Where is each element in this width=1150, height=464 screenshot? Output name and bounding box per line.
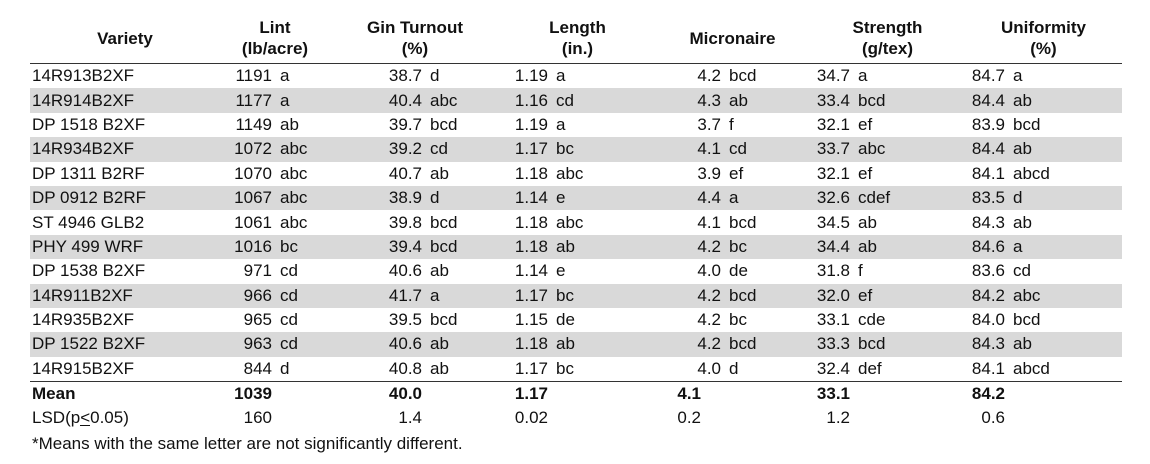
uniformity-cell xyxy=(965,113,1122,137)
uniformity-cell xyxy=(965,162,1122,186)
strength-significance-letters: f xyxy=(858,261,863,281)
mean-uniformity: 84.2 xyxy=(971,384,1005,404)
variety-cell: PHY 499 WRF xyxy=(30,235,220,259)
length-value: 1.15 xyxy=(514,310,548,330)
mean-label: Mean xyxy=(32,384,76,404)
micronaire-value: 4.1 xyxy=(697,139,721,159)
lint-significance-letters: a xyxy=(280,90,290,110)
strength-significance-letters: ef xyxy=(858,285,873,305)
gin-turnout-cell xyxy=(330,308,500,332)
strength-significance-letters: cdef xyxy=(858,188,891,208)
uniformity-cell xyxy=(965,186,1122,210)
uniformity-significance-letters: ab xyxy=(1013,334,1032,354)
micronaire-significance-letters: ab xyxy=(729,90,748,110)
table-row xyxy=(30,88,1122,112)
micronaire-significance-letters: cd xyxy=(729,139,747,159)
micronaire-significance-letters: f xyxy=(729,114,734,134)
length-value: 1.14 xyxy=(514,261,548,281)
header-length: Length (in.) xyxy=(549,18,606,58)
gin-turnout-value: 39.4 xyxy=(388,236,422,256)
uniformity-significance-letters: abcd xyxy=(1013,358,1050,378)
uniformity-significance-letters: ab xyxy=(1013,90,1032,110)
gin-turnout-cell xyxy=(330,88,500,112)
header-variety: Variety xyxy=(97,28,153,48)
micronaire-cell xyxy=(655,113,810,137)
strength-cell xyxy=(810,162,965,186)
micronaire-significance-letters: bcd xyxy=(729,334,757,354)
uniformity-value: 84.1 xyxy=(971,163,1005,183)
mean-strength: 33.1 xyxy=(816,384,850,404)
header-gin-turnout: Gin Turnout (%) xyxy=(367,18,463,58)
length-value: 1.18 xyxy=(514,163,548,183)
variety-cell: 14R911B2XF xyxy=(30,284,220,308)
uniformity-value: 84.4 xyxy=(971,90,1005,110)
strength-significance-letters: cde xyxy=(858,310,886,330)
micronaire-cell xyxy=(655,332,810,356)
gin-turnout-significance-letters: bcd xyxy=(430,114,458,134)
uniformity-value: 84.0 xyxy=(971,310,1005,330)
lint-significance-letters: cd xyxy=(280,261,298,281)
table-row xyxy=(30,332,1122,356)
gin-turnout-value: 39.7 xyxy=(388,114,422,134)
uniformity-cell xyxy=(965,259,1122,283)
strength-value: 33.1 xyxy=(816,310,850,330)
lint-value: 1149 xyxy=(235,114,272,134)
gin-turnout-value: 38.9 xyxy=(388,188,422,208)
length-cell xyxy=(500,162,655,186)
lint-cell xyxy=(220,210,330,234)
table-row xyxy=(30,357,1122,382)
lint-significance-letters: cd xyxy=(280,285,298,305)
length-significance-letters: cd xyxy=(556,90,574,110)
mean-gin-turnout: 40.0 xyxy=(388,384,422,404)
lint-value: 1070 xyxy=(234,163,272,183)
micronaire-significance-letters: bc xyxy=(729,236,747,256)
length-significance-letters: bc xyxy=(556,358,574,378)
table-row xyxy=(30,186,1122,210)
gin-turnout-cell xyxy=(330,235,500,259)
strength-significance-letters: ab xyxy=(858,236,877,256)
uniformity-value: 84.2 xyxy=(971,285,1005,305)
lint-significance-letters: d xyxy=(280,358,290,378)
lint-cell xyxy=(220,357,330,382)
lsd-row xyxy=(30,406,1122,430)
gin-turnout-value: 40.4 xyxy=(388,90,422,110)
micronaire-value: 3.9 xyxy=(697,163,721,183)
micronaire-cell xyxy=(655,210,810,234)
lint-significance-letters: a xyxy=(280,66,290,86)
strength-value: 34.7 xyxy=(816,66,850,86)
length-significance-letters: abc xyxy=(556,163,584,183)
micronaire-cell xyxy=(655,259,810,283)
micronaire-cell xyxy=(655,235,810,259)
variety-cell: 14R935B2XF xyxy=(32,310,135,330)
gin-turnout-significance-letters: abc xyxy=(430,90,458,110)
length-value: 1.19 xyxy=(514,66,548,86)
uniformity-cell xyxy=(965,210,1122,234)
header-lint: Lint (lb/acre) xyxy=(241,18,309,58)
uniformity-significance-letters: a xyxy=(1013,236,1023,256)
lint-significance-letters: abc xyxy=(280,163,308,183)
gin-turnout-value: 39.2 xyxy=(388,139,422,159)
micronaire-cell xyxy=(655,64,810,89)
gin-turnout-significance-letters: ab xyxy=(430,334,449,354)
table-row xyxy=(30,64,1122,89)
micronaire-value: 4.4 xyxy=(697,188,721,208)
gin-turnout-value: 40.8 xyxy=(388,358,422,378)
gin-turnout-value: 41.7 xyxy=(388,285,422,305)
strength-cell xyxy=(810,210,965,234)
gin-turnout-cell xyxy=(330,284,500,308)
lint-value: 971 xyxy=(243,261,272,281)
micronaire-value: 3.7 xyxy=(697,114,721,134)
length-significance-letters: a xyxy=(556,114,566,134)
gin-turnout-value: 40.6 xyxy=(388,261,422,281)
gin-turnout-significance-letters: ab xyxy=(430,261,449,281)
table-row xyxy=(30,113,1122,137)
variety-cell: 14R913B2XF xyxy=(32,66,135,86)
gin-turnout-cell xyxy=(330,332,500,356)
uniformity-cell xyxy=(965,357,1122,382)
variety-cell: DP 1311 B2RF xyxy=(32,163,145,183)
length-cell xyxy=(500,186,655,210)
gin-turnout-value: 40.6 xyxy=(388,334,422,354)
variety-cell: ST 4946 GLB2 xyxy=(32,212,145,232)
length-cell xyxy=(500,259,655,283)
uniformity-significance-letters: bcd xyxy=(1013,310,1041,330)
variety-cell: DP 1518 B2XF xyxy=(32,114,146,134)
lsd-gin-turnout: 1.4 xyxy=(398,408,422,428)
lint-cell xyxy=(220,186,330,210)
strength-significance-letters: bcd xyxy=(858,90,886,110)
lint-value: 965 xyxy=(243,310,272,330)
uniformity-value: 84.3 xyxy=(971,334,1005,354)
length-cell xyxy=(500,235,655,259)
strength-significance-letters: a xyxy=(858,66,868,86)
strength-cell xyxy=(810,137,965,161)
length-significance-letters: e xyxy=(556,261,566,281)
uniformity-cell xyxy=(965,88,1122,112)
uniformity-significance-letters: d xyxy=(1013,188,1023,208)
lint-cell xyxy=(220,113,330,137)
table-row xyxy=(30,308,1122,332)
uniformity-value: 84.3 xyxy=(971,212,1005,232)
strength-value: 31.8 xyxy=(816,261,850,281)
uniformity-significance-letters: abc xyxy=(1013,285,1041,305)
table-summary xyxy=(30,382,1122,431)
uniformity-value: 83.6 xyxy=(971,261,1005,281)
strength-value: 33.3 xyxy=(816,334,850,354)
length-cell xyxy=(500,88,655,112)
micronaire-value: 4.2 xyxy=(697,66,721,86)
lint-cell xyxy=(220,88,330,112)
strength-cell xyxy=(810,332,965,356)
length-cell xyxy=(500,113,655,137)
length-significance-letters: bc xyxy=(556,285,574,305)
length-cell xyxy=(500,332,655,356)
gin-turnout-value: 39.5 xyxy=(388,310,422,330)
lint-cell xyxy=(220,308,330,332)
lint-significance-letters: abc xyxy=(280,139,308,159)
gin-turnout-cell xyxy=(330,137,500,161)
strength-cell xyxy=(810,113,965,137)
table-row xyxy=(30,137,1122,161)
gin-turnout-significance-letters: ab xyxy=(430,358,449,378)
table-row xyxy=(30,235,1122,259)
gin-turnout-value: 38.7 xyxy=(388,66,422,86)
length-value: 1.18 xyxy=(514,212,548,232)
lint-value: 1067 xyxy=(234,188,272,208)
variety-cell: 14R915B2XF xyxy=(32,358,135,378)
lint-significance-letters: abc xyxy=(280,212,308,232)
length-significance-letters: de xyxy=(556,310,575,330)
strength-value: 32.1 xyxy=(816,163,850,183)
lint-significance-letters: ab xyxy=(280,114,299,134)
lint-significance-letters: cd xyxy=(280,334,298,354)
strength-cell xyxy=(810,235,965,259)
gin-turnout-significance-letters: d xyxy=(430,66,440,86)
strength-cell xyxy=(810,308,965,332)
uniformity-cell xyxy=(965,308,1122,332)
micronaire-significance-letters: bcd xyxy=(729,66,757,86)
uniformity-significance-letters: abcd xyxy=(1013,163,1050,183)
lint-cell xyxy=(220,259,330,283)
length-value: 1.18 xyxy=(514,236,548,256)
lint-cell xyxy=(220,137,330,161)
micronaire-value: 4.2 xyxy=(697,310,721,330)
micronaire-cell xyxy=(655,162,810,186)
lsd-micronaire: 0.2 xyxy=(677,408,701,428)
lint-cell xyxy=(220,235,330,259)
uniformity-significance-letters: a xyxy=(1013,66,1023,86)
variety-trial-table-document xyxy=(30,14,1122,454)
strength-value: 32.4 xyxy=(816,358,850,378)
uniformity-cell xyxy=(965,137,1122,161)
variety-cell: 14R914B2XF xyxy=(30,88,220,112)
micronaire-value: 4.2 xyxy=(697,285,721,305)
gin-turnout-cell xyxy=(330,64,500,89)
micronaire-cell xyxy=(655,186,810,210)
micronaire-value: 4.3 xyxy=(697,90,721,110)
strength-cell xyxy=(810,284,965,308)
strength-significance-letters: ef xyxy=(858,114,873,134)
variety-trial-table xyxy=(30,14,1122,430)
micronaire-significance-letters: bcd xyxy=(729,212,757,232)
length-significance-letters: bc xyxy=(556,139,574,159)
micronaire-significance-letters: bcd xyxy=(729,285,757,305)
gin-turnout-significance-letters: d xyxy=(430,188,440,208)
micronaire-significance-letters: de xyxy=(729,261,748,281)
length-cell xyxy=(500,308,655,332)
strength-value: 34.5 xyxy=(816,212,850,232)
gin-turnout-significance-letters: bcd xyxy=(430,310,458,330)
lsd-length: 0.02 xyxy=(514,408,548,428)
header-micronaire: Micronaire xyxy=(689,28,776,48)
strength-cell xyxy=(810,357,965,382)
lsd-uniformity: 0.6 xyxy=(981,408,1005,428)
lint-value: 1191 xyxy=(235,66,272,86)
lint-value: 1072 xyxy=(234,139,272,159)
uniformity-cell xyxy=(965,332,1122,356)
uniformity-significance-letters: bcd xyxy=(1013,114,1041,134)
strength-value: 32.6 xyxy=(816,188,850,208)
lint-value: 844 xyxy=(243,358,272,378)
length-value: 1.17 xyxy=(514,139,548,159)
micronaire-value: 4.2 xyxy=(697,236,721,256)
length-cell xyxy=(500,210,655,234)
lint-significance-letters: cd xyxy=(280,310,298,330)
gin-turnout-significance-letters: cd xyxy=(430,139,448,159)
micronaire-significance-letters: a xyxy=(729,188,739,208)
uniformity-value: 84.1 xyxy=(971,358,1005,378)
micronaire-significance-letters: bc xyxy=(729,310,747,330)
micronaire-value: 4.1 xyxy=(697,212,721,232)
mean-length: 1.17 xyxy=(514,384,548,404)
micronaire-significance-letters: ef xyxy=(729,163,744,183)
micronaire-significance-letters: d xyxy=(729,358,739,378)
variety-cell: 14R934B2XF xyxy=(30,137,220,161)
variety-cell: DP 1538 B2XF xyxy=(32,261,146,281)
lint-cell xyxy=(220,284,330,308)
uniformity-significance-letters: ab xyxy=(1013,139,1032,159)
uniformity-value: 84.6 xyxy=(971,236,1005,256)
strength-cell xyxy=(810,186,965,210)
strength-value: 33.7 xyxy=(816,139,850,159)
strength-significance-letters: ab xyxy=(858,212,877,232)
gin-turnout-cell xyxy=(330,210,500,234)
length-value: 1.18 xyxy=(514,334,548,354)
micronaire-value: 4.0 xyxy=(697,261,721,281)
variety-cell: DP 1522 B2XF xyxy=(30,332,220,356)
micronaire-cell xyxy=(655,308,810,332)
strength-cell xyxy=(810,259,965,283)
length-cell xyxy=(500,64,655,89)
strength-cell xyxy=(810,88,965,112)
length-cell xyxy=(500,357,655,382)
variety-cell: DP 0912 B2RF xyxy=(30,186,220,210)
strength-significance-letters: ef xyxy=(858,163,873,183)
table-body xyxy=(30,64,1122,382)
strength-value: 33.4 xyxy=(816,90,850,110)
length-significance-letters: ab xyxy=(556,334,575,354)
length-significance-letters: a xyxy=(556,66,566,86)
uniformity-cell xyxy=(965,284,1122,308)
gin-turnout-value: 40.7 xyxy=(388,163,422,183)
gin-turnout-cell xyxy=(330,162,500,186)
lsd-lint: 160 xyxy=(243,408,272,428)
strength-significance-letters: def xyxy=(858,358,882,378)
uniformity-value: 84.4 xyxy=(971,139,1005,159)
gin-turnout-significance-letters: bcd xyxy=(430,212,458,232)
strength-cell xyxy=(810,64,965,89)
uniformity-cell xyxy=(965,64,1122,89)
micronaire-cell xyxy=(655,88,810,112)
lint-cell xyxy=(220,332,330,356)
lint-cell xyxy=(220,64,330,89)
micronaire-value: 4.2 xyxy=(697,334,721,354)
gin-turnout-significance-letters: a xyxy=(430,285,440,305)
length-significance-letters: abc xyxy=(556,212,584,232)
table-row xyxy=(30,162,1122,186)
uniformity-value: 83.9 xyxy=(971,114,1005,134)
lint-value: 966 xyxy=(243,285,272,305)
uniformity-cell xyxy=(965,235,1122,259)
gin-turnout-cell xyxy=(330,259,500,283)
gin-turnout-significance-letters: ab xyxy=(430,163,449,183)
length-significance-letters: ab xyxy=(556,236,575,256)
strength-significance-letters: abc xyxy=(858,139,886,159)
strength-significance-letters: bcd xyxy=(858,334,886,354)
micronaire-cell xyxy=(655,137,810,161)
gin-turnout-value: 39.8 xyxy=(388,212,422,232)
uniformity-significance-letters: ab xyxy=(1013,212,1032,232)
gin-turnout-cell xyxy=(330,357,500,382)
length-value: 1.17 xyxy=(514,285,548,305)
header-uniformity: Uniformity (%) xyxy=(1001,18,1086,58)
length-cell xyxy=(500,284,655,308)
lint-value: 1177 xyxy=(235,90,272,110)
lint-significance-letters: abc xyxy=(280,188,308,208)
length-value: 1.16 xyxy=(514,90,548,110)
lsd-strength: 1.2 xyxy=(826,408,850,428)
length-value: 1.17 xyxy=(514,358,548,378)
mean-micronaire: 4.1 xyxy=(677,384,701,404)
uniformity-significance-letters: cd xyxy=(1013,261,1031,281)
lsd-label: LSD(p<0.05) xyxy=(32,408,129,428)
uniformity-value: 83.5 xyxy=(971,188,1005,208)
lint-value: 1061 xyxy=(234,212,272,232)
length-value: 1.14 xyxy=(514,188,548,208)
micronaire-cell xyxy=(655,357,810,382)
table-header xyxy=(30,14,1122,64)
lint-cell xyxy=(220,162,330,186)
length-cell xyxy=(500,137,655,161)
gin-turnout-cell xyxy=(330,186,500,210)
table-row xyxy=(30,284,1122,308)
footnote: *Means with the same letter are not significantly different. xyxy=(32,434,463,454)
gin-turnout-significance-letters: bcd xyxy=(430,236,458,256)
lint-significance-letters: bc xyxy=(280,236,298,256)
length-value: 1.19 xyxy=(514,114,548,134)
lint-value: 1016 xyxy=(234,236,272,256)
strength-value: 34.4 xyxy=(816,236,850,256)
micronaire-cell xyxy=(655,284,810,308)
lint-value: 963 xyxy=(243,334,272,354)
mean-lint: 1039 xyxy=(234,384,272,404)
length-significance-letters: e xyxy=(556,188,566,208)
header-strength: Strength (g/tex) xyxy=(852,18,923,58)
uniformity-value: 84.7 xyxy=(971,66,1005,86)
table-row xyxy=(30,259,1122,283)
gin-turnout-cell xyxy=(330,113,500,137)
micronaire-value: 4.0 xyxy=(697,358,721,378)
mean-row xyxy=(30,382,1122,407)
strength-value: 32.1 xyxy=(816,114,850,134)
strength-value: 32.0 xyxy=(816,285,850,305)
table-row xyxy=(30,210,1122,234)
